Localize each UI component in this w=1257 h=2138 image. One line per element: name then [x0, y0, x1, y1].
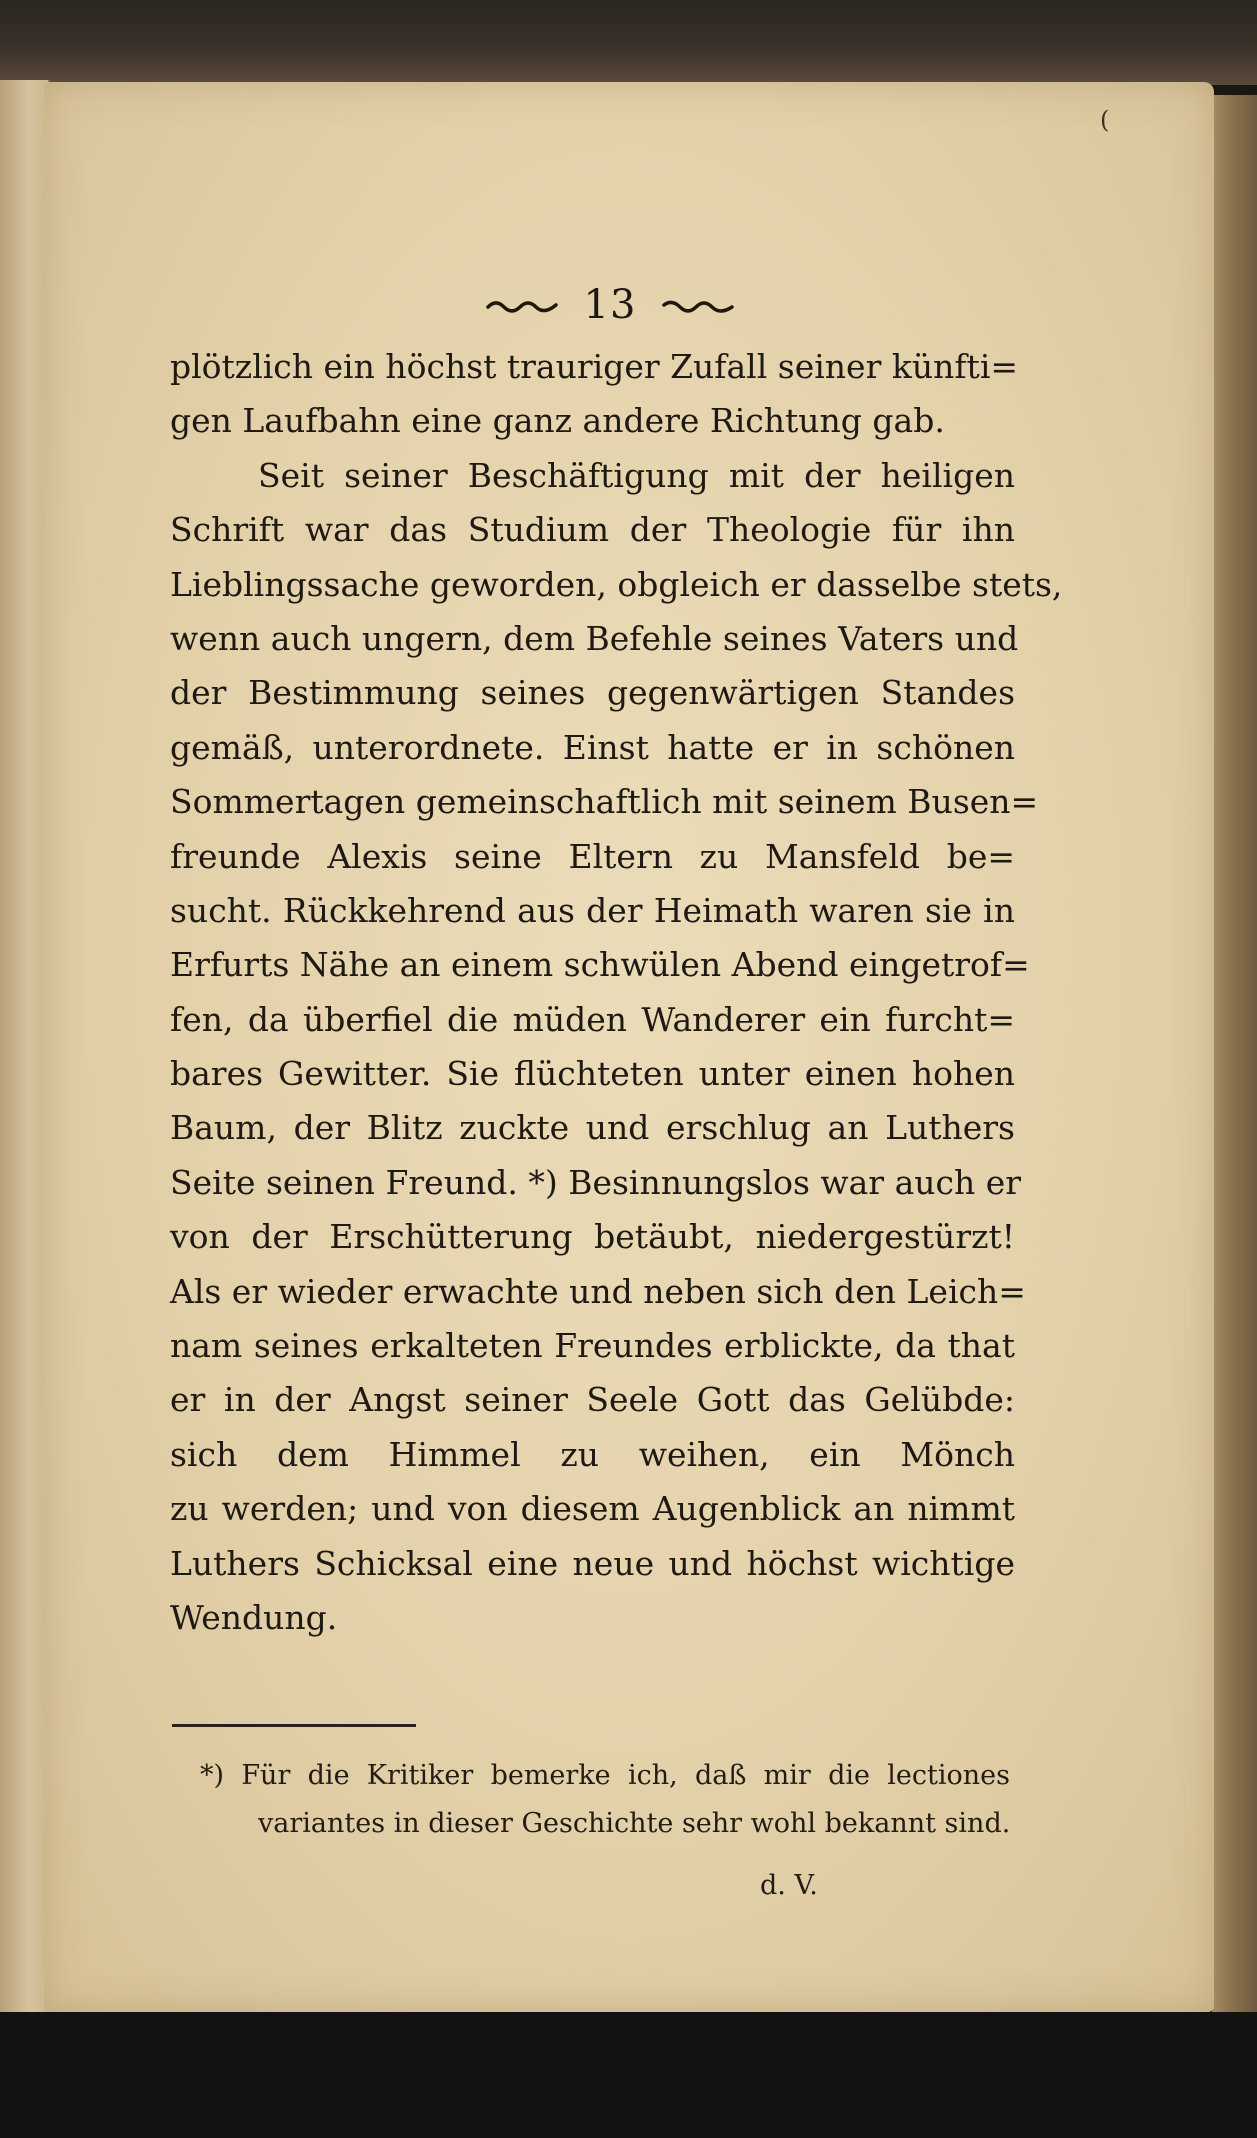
- text-line: nam seines erkalteten Freundes erblickte, da that: [170, 1326, 1015, 1366]
- footnote-rule: [172, 1724, 416, 1727]
- text-line: gen Laufbahn eine ganz andere Richtung gab.: [170, 401, 945, 441]
- text-line: von der Erschütterung betäubt, niedergestürzt!: [170, 1217, 1015, 1257]
- left-ornament-icon: [486, 295, 558, 315]
- page-stack-edge: [1212, 95, 1257, 2015]
- page-header: [460, 275, 760, 335]
- text-line: zu werden; und von diesem Augenblick an nimmt: [170, 1489, 1015, 1529]
- background-bottom: [0, 2012, 1257, 2138]
- text-line: Schrift war das Studium der Theologie für ihn: [170, 510, 1015, 550]
- book-spine-shadow: [0, 0, 1257, 85]
- text-line: Erfurts Nähe an einem schwülen Abend eingetrof=: [170, 945, 1030, 985]
- text-line: Seit seiner Beschäftigung mit der heiligen: [258, 455, 1015, 495]
- text-line: freunde Alexis seine Eltern zu Mansfeld be=: [170, 836, 1015, 876]
- margin-mark: (: [1100, 106, 1110, 134]
- text-line: Sommertagen gemeinschaftlich mit seinem Busen=: [170, 782, 1039, 822]
- text-line: bares Gewitter. Sie flüchteten unter einen hohen: [170, 1054, 1015, 1094]
- text-line: Wendung.: [170, 1597, 338, 1637]
- footnote-line: variantes in dieser Geschichte sehr wohl bekannt sind.: [258, 1808, 1011, 1839]
- page-number: 13: [583, 282, 637, 328]
- text-line: der Bestimmung seines gegenwärtigen Standes: [170, 673, 1015, 713]
- footnote: [200, 1752, 1010, 1848]
- text-line: plötzlich ein höchst trauriger Zufall seiner künfti=: [170, 347, 1019, 386]
- body-text: [170, 340, 1063, 1645]
- text-line: wenn auch ungern, dem Befehle seines Vaters und: [170, 618, 1019, 658]
- text-line: gemäß, unterordnete. Einst hatte er in schönen: [170, 727, 1015, 767]
- text-line: er in der Angst seiner Seele Gott das Gelübde:: [170, 1380, 1015, 1420]
- text-line: Baum, der Blitz zuckte und erschlug an Luthers: [170, 1108, 1015, 1148]
- footnote-signature: d. V.: [760, 1870, 818, 1901]
- text-line: sucht. Rückkehrend aus der Heimath waren sie in: [170, 890, 1015, 930]
- left-page-edge: [0, 80, 50, 2015]
- text-line: Lieblingssache geworden, obgleich er dasselbe stets,: [170, 564, 1063, 604]
- right-ornament-icon: [662, 295, 734, 315]
- text-line: Seite seinen Freund. *) Besinnungslos war auch er: [170, 1162, 1022, 1202]
- footnote-line: *) Für die Kritiker bemerke ich, daß mir die lectiones: [200, 1760, 1010, 1791]
- text-line: Als er wieder erwachte und neben sich den Leich=: [170, 1271, 1026, 1311]
- text-line: Luthers Schicksal eine neue und höchst wichtige: [170, 1543, 1015, 1583]
- text-line: sich dem Himmel zu weihen, ein Mönch: [170, 1434, 1015, 1474]
- text-line: fen, da überfiel die müden Wanderer ein furcht=: [170, 999, 1015, 1039]
